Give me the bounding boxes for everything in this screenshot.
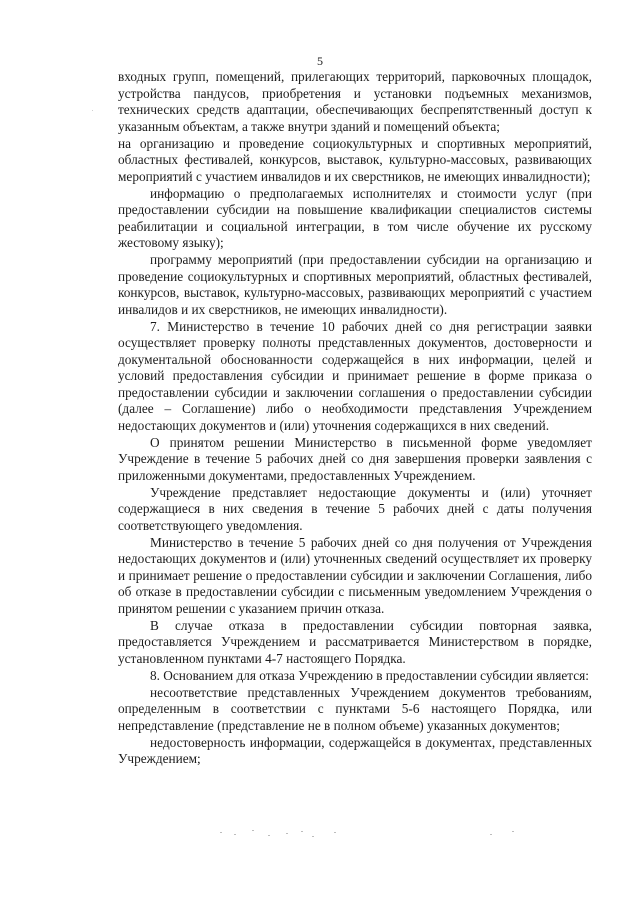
paragraph: 8. Основанием для отказа Учреждению в предоставлении субсидии является:	[150, 667, 589, 683]
paragraph: несоответствие представленных Учреждением документов требованиям, определенным в соответствии с пунктами 5-6 настоящего Порядка, или непредставление (представление не в полном объеме) указанных документов;	[118, 684, 592, 733]
scan-noise	[160, 828, 560, 842]
paragraph: О принятом решении Министерство в письменной форме уведомляет Учреждение в течение 5 рабочих дней со дня завершения проверки заявления с приложенными документами, предоставленных Учреждением.	[118, 434, 592, 483]
paragraph: Министерство в течение 5 рабочих дней со дня получения от Учреждения недостающих документов и (или) уточненных сведений осуществляет их проверку и принимает решение о предоставлении субсидии и заключении Соглашения, либо об отказе в предоставлении субсидии с письменным уведомлением Учреждения о принятом решении с указанием причин отказа.	[118, 534, 592, 616]
paragraph: 7. Министерство в течение 10 рабочих дней со дня регистрации заявки осуществляет проверку полноты представленных документов, достоверности и документальной обоснованности содержащейся в них информации, целей и условий предоставления субсидии и принимает решение в форме приказа о предоставлении субсидии и заключении соглашения о предоставлении субсидии (далее – Соглашение) либо о необходимости представления Учреждением недостающих документов и (или) уточнения содержащихся в них сведений.	[118, 318, 592, 433]
paragraph: на организацию и проведение социокультурных и спортивных мероприятий, областных фестивалей, конкурсов, выставок, культурно-массовых, развивающих мероприятий с участием инвалидов и их сверстников, не имеющих инвалидности);	[118, 135, 592, 184]
page-number: 5	[317, 54, 323, 68]
paragraph: В случае отказа в предоставлении субсидии повторная заявка, предоставляется Учреждением и рассматривается Министерством в порядке, установленном пунктами 4-7 настоящего Порядка.	[118, 617, 592, 666]
paragraph: Учреждение представляет недостающие документы и (или) уточняет содержащиеся в них сведения в течение 5 рабочих дней с даты получения соответствующего уведомления.	[118, 484, 592, 533]
paragraph: входных групп, помещений, прилегающих территорий, парковочных площадок, устройства пандусов, приобретения и установки подъемных механизмов, технических средств адаптации, обеспечивающих беспрепятственный доступ к указанным объектам, а также внутри зданий и помещений объекта;	[118, 69, 592, 134]
scan-speck	[92, 110, 93, 111]
paragraph: информацию о предполагаемых исполнителях и стоимости услуг (при предоставлении субсидии на повышение квалификации специалистов системы реабилитации и социальной интеграции, в том числе обучение их русскому жестовому языку);	[118, 185, 592, 250]
body-text	[118, 69, 592, 768]
paragraph: программу мероприятий (при предоставлении субсидии на организацию и проведение социокультурных и спортивных мероприятий, областных фестивалей, конкурсов, выставок, культурно-массовых, развивающих мероприятий с участием инвалидов и их сверстников, не имеющих инвалидности).	[118, 252, 592, 317]
paragraph: недостоверность информации, содержащейся в документах, представленных Учреждением;	[118, 734, 592, 766]
